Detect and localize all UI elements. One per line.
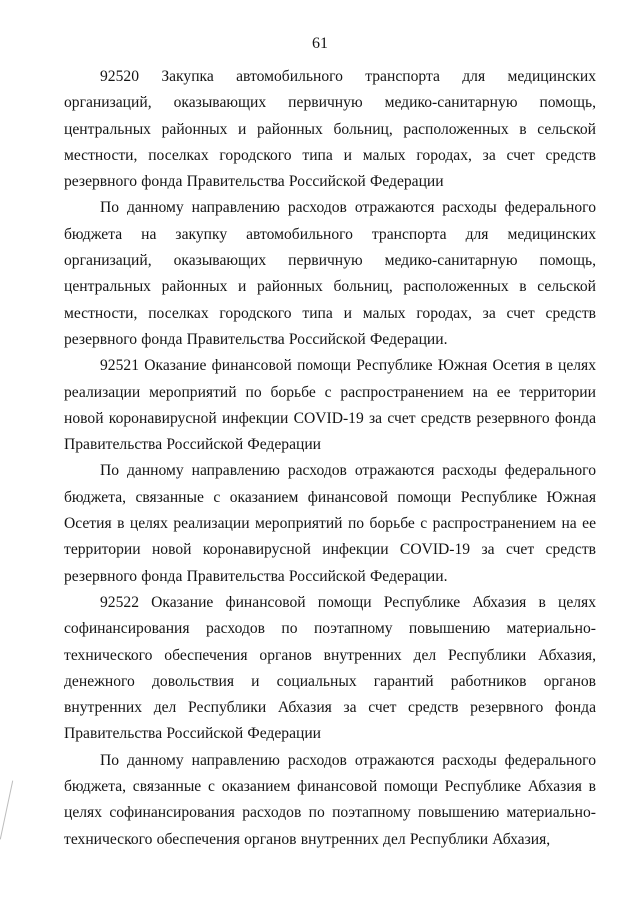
paragraph-92520-heading: 92520 Закупка автомобильного транспорта для медицинских организаций, оказывающих первичную медико-санитарную помощь, центральных районных и районных больниц, расположенных в сельской местности, поселках городского типа и малых городах, за счет средств резервного фонда Правительства Российской Федерации bbox=[64, 68, 596, 191]
scan-artifact-line bbox=[0, 781, 13, 840]
paragraph-92520-description: По данному направлению расходов отражаются расходы федерального бюджета на закупку автомобильного транспорта для медицинских организаций, оказывающих первичную медико-санитарную помощь, центральных районных и районных больниц, расположенных в сельской местности, поселках городского типа и малых городах, за счет средств резервного фонда Правительства Российской Федерации. bbox=[64, 199, 596, 348]
paragraph-92522-heading: 92522 Оказание финансовой помощи Республике Абхазия в целях софинансирования расходов по поэтапному повышению материально-технического обеспечения органов внутренних дел Республики Абхазия, денежного довольствия и социальных гарантий работников органов внутренних дел Республики Абхазия за счет средств резервного фонда Правительства Российской Федерации bbox=[64, 593, 596, 743]
paragraph-92521-description: По данному направлению расходов отражаются расходы федерального бюджета, связанные с оказанием финансовой помощи Республике Южная Осетия в целях реализации мероприятий по борьбе с распространением на ее территории новой коронавирусной инфекции COVID-19 за счет средств резервного фонда Правительства Российской Федерации. bbox=[64, 462, 596, 585]
paragraph-92521-heading: 92521 Оказание финансовой помощи Республике Южная Осетия в целях реализации мероприятий по борьбе с распространением на ее территории новой коронавирусной инфекции COVID-19 за счет средств резервного фонда Правительства Российской Федерации bbox=[64, 357, 596, 454]
document-body bbox=[64, 64, 596, 853]
page-number: 61 bbox=[312, 35, 328, 52]
paragraph-92522-description: По данному направлению расходов отражаются расходы федерального бюджета, связанные с оказанием финансовой помощи Республике Абхазия в целях софинансирования расходов по поэтапному повышению материально-технического обеспечения органов внутренних дел Республики Абхазия, bbox=[64, 751, 596, 848]
